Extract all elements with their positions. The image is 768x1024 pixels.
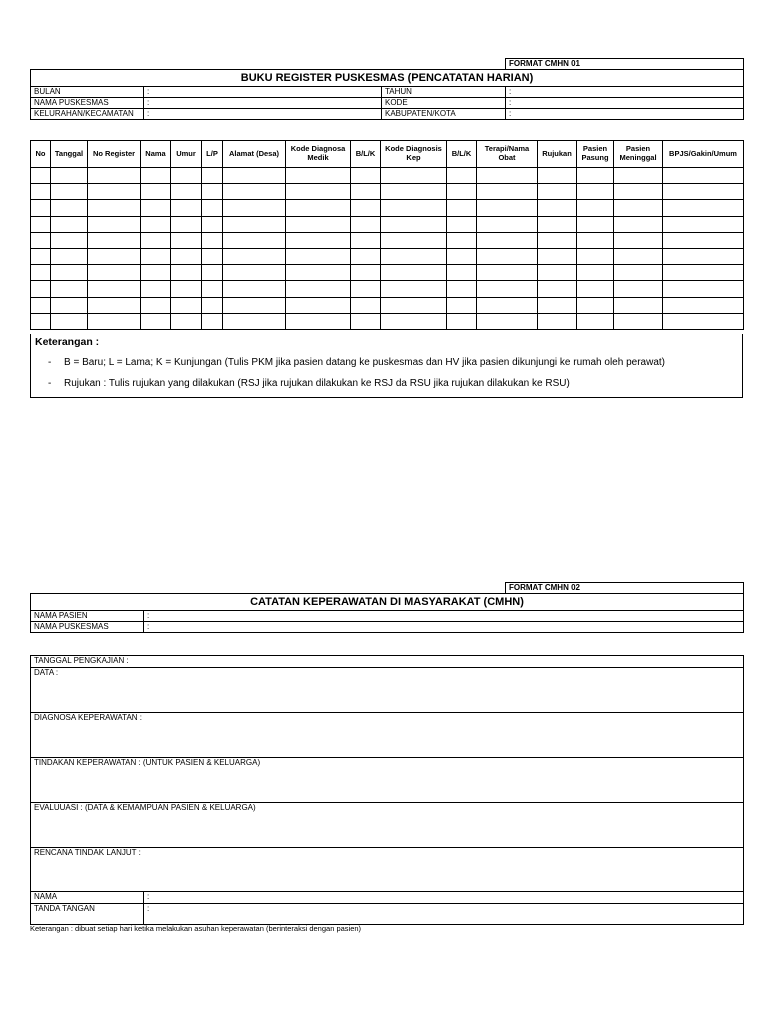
table-cell[interactable] [31, 168, 51, 184]
column-header: Alamat (Desa) [223, 141, 286, 168]
table-cell[interactable] [614, 265, 663, 281]
table-cell[interactable] [31, 216, 51, 232]
table-cell[interactable] [538, 168, 577, 184]
section-rencana[interactable]: RENCANA TINDAK LANJUT : [31, 848, 744, 892]
table-cell[interactable] [663, 168, 744, 184]
column-header: Tanggal [51, 141, 88, 168]
table-cell[interactable] [477, 297, 538, 313]
table-cell[interactable] [351, 248, 381, 264]
field-label-kabupaten: KABUPATEN/KOTA [382, 109, 506, 120]
table-cell[interactable] [223, 265, 286, 281]
table-cell[interactable] [202, 265, 223, 281]
table-cell[interactable] [171, 248, 202, 264]
table-cell[interactable] [447, 281, 477, 297]
section-tindakan[interactable]: TINDAKAN KEPERAWATAN : (UNTUK PASIEN & KELUARGA) [31, 758, 744, 803]
table-cell[interactable] [477, 232, 538, 248]
table-cell[interactable] [538, 248, 577, 264]
section-evaluasi[interactable]: EVALUUASI : (DATA & KEMAMPUAN PASIEN & KELUARGA) [31, 803, 744, 848]
table-cell[interactable] [663, 265, 744, 281]
field-value-kelurahan[interactable]: : [144, 109, 382, 120]
table-cell[interactable] [88, 184, 141, 200]
table-cell[interactable] [477, 281, 538, 297]
table-cell[interactable] [51, 313, 88, 329]
column-header: Pasien Pasung [577, 141, 614, 168]
table-cell[interactable] [351, 281, 381, 297]
table-cell[interactable] [171, 281, 202, 297]
table-cell[interactable] [286, 216, 351, 232]
table-cell[interactable] [51, 216, 88, 232]
table-cell[interactable] [381, 168, 447, 184]
table-cell[interactable] [286, 200, 351, 216]
table-cell[interactable] [477, 265, 538, 281]
table-row [31, 216, 744, 232]
table-cell[interactable] [171, 216, 202, 232]
table-row [31, 200, 744, 216]
table-cell[interactable] [31, 200, 51, 216]
table-cell[interactable] [614, 313, 663, 329]
table-cell[interactable] [538, 216, 577, 232]
column-header: Kode Diagnosis Kep [381, 141, 447, 168]
table-cell[interactable] [577, 248, 614, 264]
table-cell[interactable] [477, 184, 538, 200]
table-cell[interactable] [88, 168, 141, 184]
table-cell[interactable] [577, 200, 614, 216]
table-row [31, 168, 744, 184]
field-value-bulan[interactable]: : [144, 87, 382, 98]
table-cell[interactable] [447, 216, 477, 232]
table-cell[interactable] [286, 232, 351, 248]
table-cell[interactable] [614, 232, 663, 248]
table-cell[interactable] [477, 200, 538, 216]
table-cell[interactable] [88, 281, 141, 297]
table-cell[interactable] [477, 248, 538, 264]
column-header: B/L/K [351, 141, 381, 168]
table-cell[interactable] [286, 168, 351, 184]
tanggal-pengkajian[interactable]: TANGGAL PENGKAJIAN : [31, 656, 744, 668]
table-cell[interactable] [351, 184, 381, 200]
register-table [30, 140, 744, 330]
table-cell[interactable] [663, 297, 744, 313]
table-cell[interactable] [51, 281, 88, 297]
table-cell[interactable] [51, 265, 88, 281]
table-cell[interactable] [31, 313, 51, 329]
form2-header [30, 582, 744, 633]
field-value-kode[interactable]: : [506, 98, 744, 109]
table-cell[interactable] [538, 313, 577, 329]
table-cell[interactable] [381, 313, 447, 329]
table-cell[interactable] [51, 232, 88, 248]
field-label-kode: KODE [382, 98, 506, 109]
table-cell[interactable] [202, 216, 223, 232]
table-cell[interactable] [351, 265, 381, 281]
table-cell[interactable] [88, 248, 141, 264]
table-cell[interactable] [51, 168, 88, 184]
table-cell[interactable] [223, 297, 286, 313]
table-cell[interactable] [447, 313, 477, 329]
table-cell[interactable] [171, 265, 202, 281]
field-value-tanda-tangan[interactable]: : [144, 904, 744, 925]
field-label-nama-pasien: NAMA PASIEN [31, 611, 144, 622]
field-label-tahun: TAHUN [382, 87, 506, 98]
form-title: BUKU REGISTER PUSKESMAS (PENCATATAN HARIAN) [31, 70, 744, 87]
table-cell[interactable] [286, 313, 351, 329]
table-cell[interactable] [31, 265, 51, 281]
table-cell[interactable] [223, 248, 286, 264]
column-header: No [31, 141, 51, 168]
table-cell[interactable] [141, 281, 171, 297]
table-cell[interactable] [141, 168, 171, 184]
table-cell[interactable] [477, 216, 538, 232]
format-code: FORMAT CMHN 01 [506, 59, 744, 70]
table-cell[interactable] [351, 232, 381, 248]
table-cell[interactable] [663, 184, 744, 200]
table-cell[interactable] [447, 297, 477, 313]
table-cell[interactable] [538, 232, 577, 248]
table-cell[interactable] [202, 281, 223, 297]
table-cell[interactable] [223, 281, 286, 297]
field-value-kabupaten[interactable]: : [506, 109, 744, 120]
table-cell[interactable] [614, 200, 663, 216]
table-cell[interactable] [577, 232, 614, 248]
table-cell[interactable] [88, 265, 141, 281]
column-header: Rujukan [538, 141, 577, 168]
table-cell[interactable] [663, 216, 744, 232]
table-cell[interactable] [577, 265, 614, 281]
field-value-nama[interactable]: : [144, 892, 744, 904]
table-cell[interactable] [51, 200, 88, 216]
table-cell[interactable] [171, 297, 202, 313]
table-cell[interactable] [286, 248, 351, 264]
column-header: Pasien Meninggal [614, 141, 663, 168]
table-cell[interactable] [88, 200, 141, 216]
table-cell[interactable] [614, 248, 663, 264]
keterangan-line: - B = Baru; L = Lama; K = Kunjungan (Tulis PKM jika pasien datang ke puskesmas dan HV jika pasien dikunjungi ke rumah oleh perawat) [48, 357, 665, 368]
field-value-nama-puskesmas[interactable]: : [144, 98, 382, 109]
keterangan-box [30, 334, 743, 398]
table-cell[interactable] [202, 168, 223, 184]
field-value-nama-puskesmas[interactable]: : [144, 622, 744, 633]
table-cell[interactable] [202, 232, 223, 248]
table-cell[interactable] [202, 313, 223, 329]
table-cell[interactable] [88, 216, 141, 232]
table-cell[interactable] [447, 248, 477, 264]
table-cell[interactable] [381, 281, 447, 297]
section-data[interactable]: DATA : [31, 668, 744, 713]
table-cell[interactable] [31, 232, 51, 248]
table-row [31, 281, 744, 297]
table-cell[interactable] [141, 248, 171, 264]
table-cell[interactable] [381, 184, 447, 200]
table-cell[interactable] [477, 313, 538, 329]
table-cell[interactable] [614, 297, 663, 313]
table-cell[interactable] [447, 168, 477, 184]
column-header: L/P [202, 141, 223, 168]
table-cell[interactable] [141, 297, 171, 313]
table-cell[interactable] [171, 168, 202, 184]
table-row [31, 184, 744, 200]
table-row [31, 265, 744, 281]
field-label-nama-puskesmas: NAMA PUSKESMAS [31, 622, 144, 633]
table-cell[interactable] [577, 216, 614, 232]
table-cell[interactable] [381, 297, 447, 313]
table-cell[interactable] [51, 248, 88, 264]
table-cell[interactable] [31, 281, 51, 297]
field-label-nama: NAMA [31, 892, 144, 904]
table-cell[interactable] [51, 184, 88, 200]
field-label-nama-puskesmas: NAMA PUSKESMAS [31, 98, 144, 109]
column-header: Terapi/Nama Obat [477, 141, 538, 168]
column-header: No Register [88, 141, 141, 168]
table-cell[interactable] [538, 281, 577, 297]
table-cell[interactable] [538, 200, 577, 216]
table-cell[interactable] [202, 248, 223, 264]
table-cell[interactable] [141, 232, 171, 248]
table-cell[interactable] [88, 313, 141, 329]
table-cell[interactable] [577, 168, 614, 184]
table-cell[interactable] [381, 265, 447, 281]
table-cell[interactable] [223, 216, 286, 232]
table-cell[interactable] [223, 232, 286, 248]
field-label-tanda-tangan: TANDA TANGAN [31, 904, 144, 925]
table-cell[interactable] [286, 281, 351, 297]
table-cell[interactable] [141, 313, 171, 329]
form1-header [30, 58, 744, 120]
table-cell[interactable] [351, 297, 381, 313]
table-cell[interactable] [202, 184, 223, 200]
table-cell[interactable] [663, 248, 744, 264]
form-title: CATATAN KEPERAWATAN DI MASYARAKAT (CMHN) [31, 594, 744, 611]
field-value-tahun[interactable]: : [506, 87, 744, 98]
table-cell[interactable] [477, 168, 538, 184]
table-cell[interactable] [577, 184, 614, 200]
table-cell[interactable] [31, 297, 51, 313]
field-value-nama-pasien[interactable]: : [144, 611, 744, 622]
table-cell[interactable] [614, 281, 663, 297]
table-cell[interactable] [88, 297, 141, 313]
table-cell[interactable] [202, 297, 223, 313]
table-cell[interactable] [663, 232, 744, 248]
table-cell[interactable] [351, 168, 381, 184]
table-cell[interactable] [141, 265, 171, 281]
table-cell[interactable] [538, 297, 577, 313]
table-cell[interactable] [614, 184, 663, 200]
table-cell[interactable] [223, 313, 286, 329]
table-cell[interactable] [223, 168, 286, 184]
keterangan-title: Keterangan : [35, 336, 100, 348]
table-cell[interactable] [447, 184, 477, 200]
table-cell[interactable] [141, 216, 171, 232]
table-cell[interactable] [286, 265, 351, 281]
table-cell[interactable] [351, 200, 381, 216]
table-cell[interactable] [202, 200, 223, 216]
table-cell[interactable] [171, 232, 202, 248]
table-cell[interactable] [381, 232, 447, 248]
column-header: Kode Diagnosa Medik [286, 141, 351, 168]
table-cell[interactable] [447, 200, 477, 216]
section-diagnosa[interactable]: DIAGNOSA KEPERAWATAN : [31, 713, 744, 758]
table-cell[interactable] [538, 265, 577, 281]
field-label-bulan: BULAN [31, 87, 144, 98]
table-cell[interactable] [538, 184, 577, 200]
table-cell[interactable] [171, 313, 202, 329]
table-row [31, 232, 744, 248]
table-cell[interactable] [577, 281, 614, 297]
table-row [31, 297, 744, 313]
table-cell[interactable] [286, 184, 351, 200]
table-cell[interactable] [171, 200, 202, 216]
column-header: Nama [141, 141, 171, 168]
table-cell[interactable] [223, 200, 286, 216]
table-cell[interactable] [171, 184, 202, 200]
form2-note: Keterangan : dibuat setiap hari ketika melakukan asuhan keperawatan (berinteraksi dengan pasien) [30, 924, 362, 933]
column-header: B/L/K [447, 141, 477, 168]
table-cell[interactable] [381, 216, 447, 232]
table-cell[interactable] [447, 232, 477, 248]
keterangan-line: - Rujukan : Tulis rujukan yang dilakukan (RSJ jika rujukan dilakukan ke RSJ da RSU jika rujukan dilakukan ke RSU) [48, 378, 570, 389]
nursing-record-table [30, 655, 744, 925]
table-cell[interactable] [663, 281, 744, 297]
table-cell[interactable] [381, 248, 447, 264]
table-cell[interactable] [31, 184, 51, 200]
table-cell[interactable] [88, 232, 141, 248]
table-cell[interactable] [447, 265, 477, 281]
column-header: BPJS/Gakin/Umum [663, 141, 744, 168]
table-cell[interactable] [286, 297, 351, 313]
table-cell[interactable] [614, 168, 663, 184]
table-cell[interactable] [141, 184, 171, 200]
table-cell[interactable] [351, 216, 381, 232]
table-row [31, 248, 744, 264]
table-cell[interactable] [31, 248, 51, 264]
table-cell[interactable] [223, 184, 286, 200]
register-header-row [31, 141, 744, 168]
table-cell[interactable] [141, 200, 171, 216]
table-cell[interactable] [614, 216, 663, 232]
column-header: Umur [171, 141, 202, 168]
table-cell[interactable] [663, 200, 744, 216]
table-cell[interactable] [577, 297, 614, 313]
field-label-kelurahan: KELURAHAN/KECAMATAN [31, 109, 144, 120]
table-cell[interactable] [663, 313, 744, 329]
table-cell[interactable] [51, 297, 88, 313]
table-cell[interactable] [381, 200, 447, 216]
table-cell[interactable] [351, 313, 381, 329]
format-code: FORMAT CMHN 02 [506, 583, 744, 594]
table-row [31, 313, 744, 329]
table-cell[interactable] [577, 313, 614, 329]
